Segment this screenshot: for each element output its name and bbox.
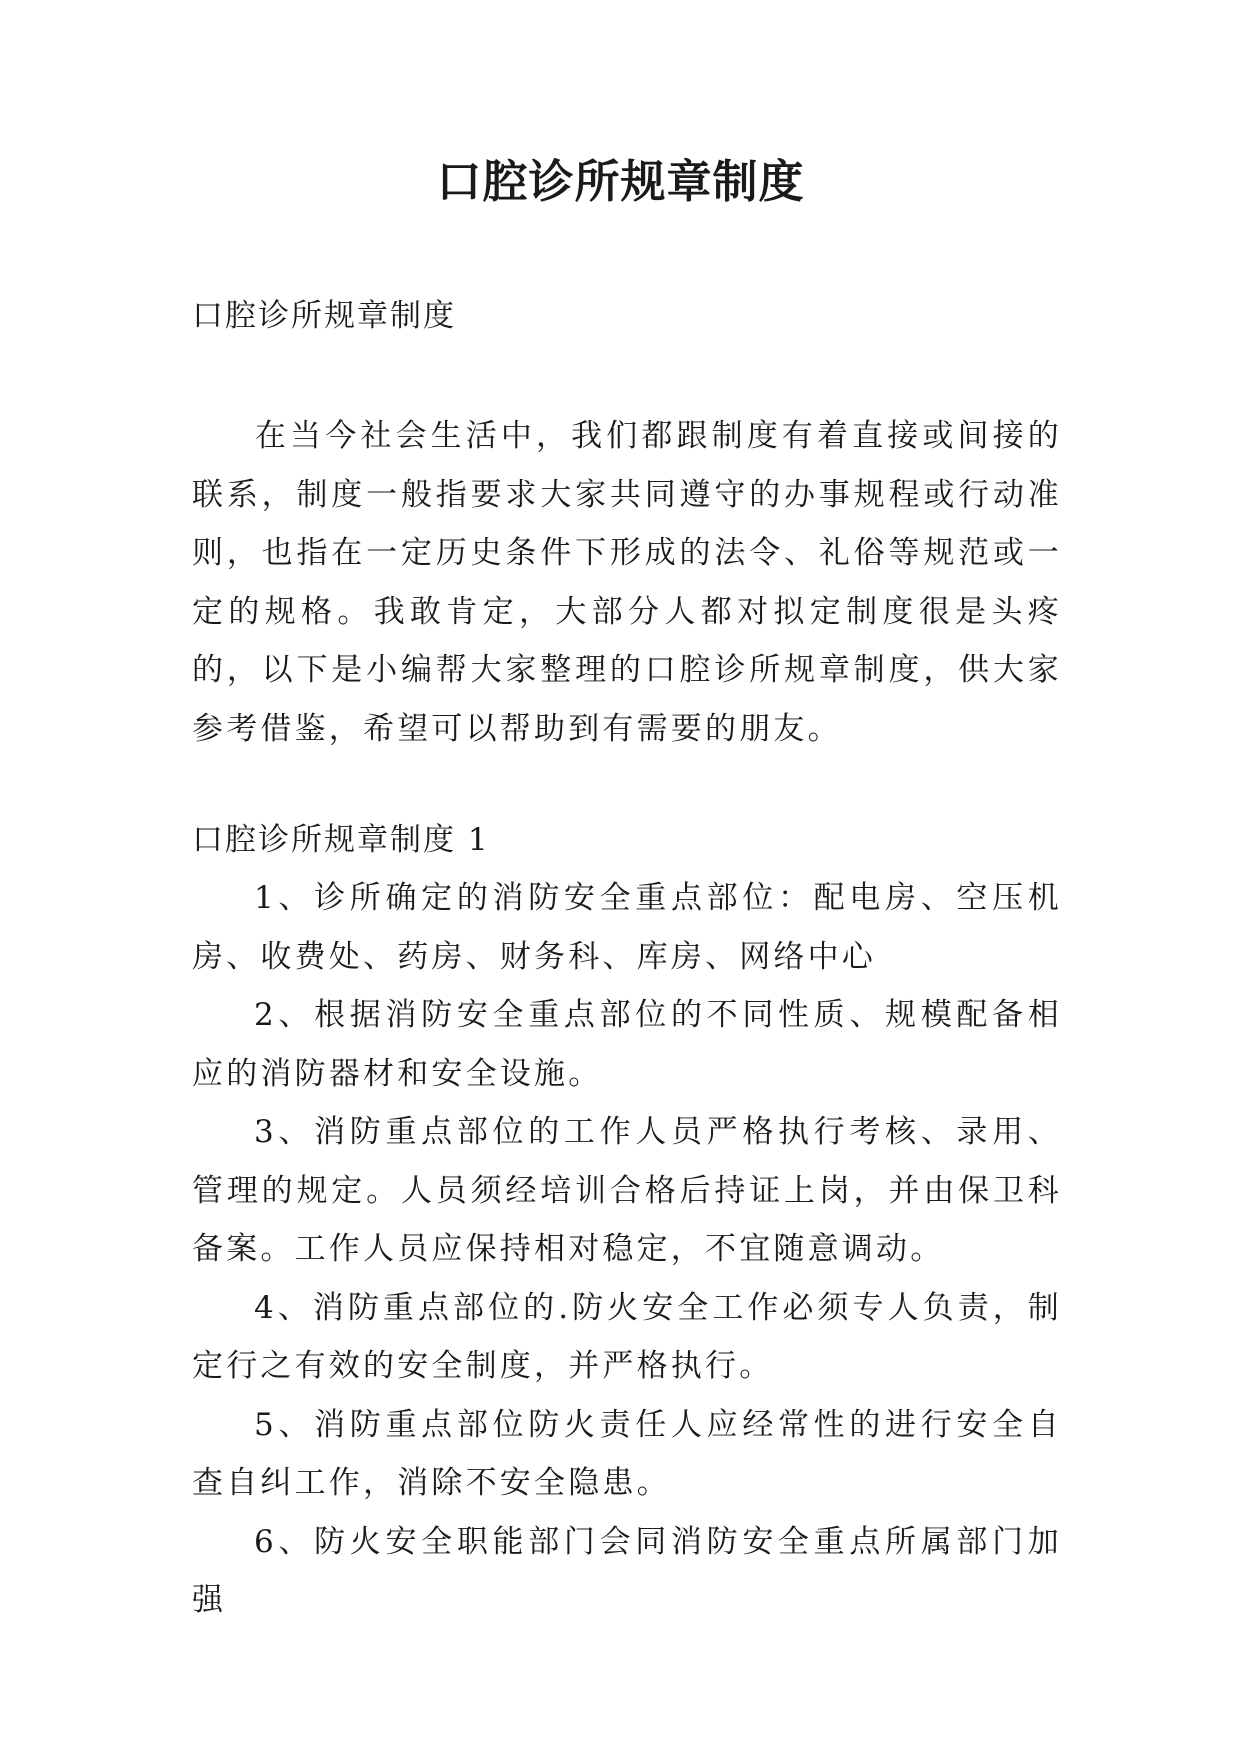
regulation-item: 1、诊所确定的消防安全重点部位：配电房、空压机房、收费处、药房、财务科、库房、网络中心 xyxy=(192,880,1062,975)
regulation-item: 4、消防重点部位的.防火安全工作必须专人负责，制定行之有效的安全制度，并严格执行。 xyxy=(192,1289,1062,1384)
intro-paragraph xyxy=(192,407,1062,758)
section-heading: 口腔诊所规章制度 1 xyxy=(192,822,490,858)
regulation-item: 5、消防重点部位防火责任人应经常性的进行安全自查自纠工作，消除不安全隐患。 xyxy=(192,1406,1062,1501)
document-title: 口腔诊所规章制度 xyxy=(436,155,805,208)
regulation-list xyxy=(192,869,1062,1630)
regulation-item: 3、消防重点部位的工作人员严格执行考核、录用、管理的规定。人员须经培训合格后持证上岗，并由保卫科备案。工作人员应保持相对稳定，不宜随意调动。 xyxy=(192,1114,1062,1267)
intro-text: 在当今社会生活中，我们都跟制度有着直接或间接的联系，制度一般指要求大家共同遵守的办事规程或行动准则，也指在一定历史条件下形成的法令、礼俗等规范或一定的规格。我敢肯定，大部分人都对拟定制度很是头疼的，以下是小编帮大家整理的口腔诊所规章制度，供大家参考借鉴，希望可以帮助到有需要的朋友。 xyxy=(192,418,1062,747)
regulation-item: 6、防火安全职能部门会同消防安全重点所属部门加强 xyxy=(192,1523,1062,1618)
regulation-item: 2、根据消防安全重点部位的不同性质、规模配备相应的消防器材和安全设施。 xyxy=(192,997,1062,1092)
document-subtitle: 口腔诊所规章制度 xyxy=(192,298,456,334)
